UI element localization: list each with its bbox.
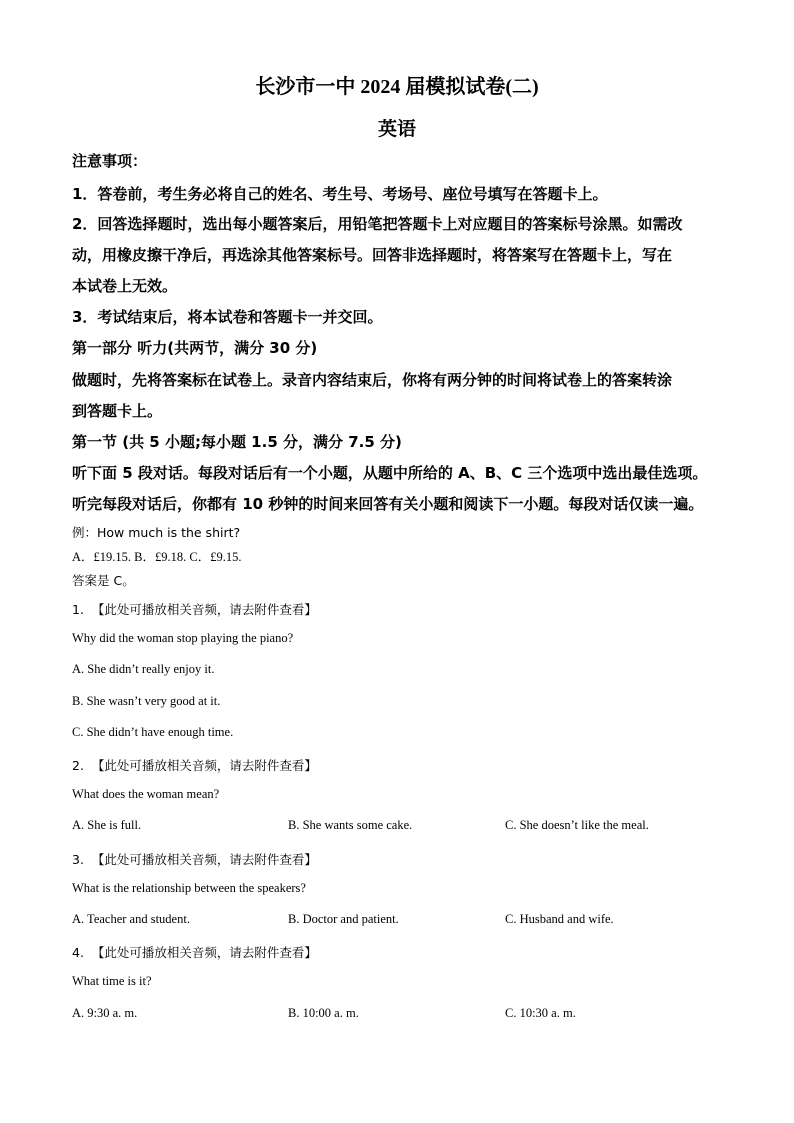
question-2-text: What does the woman mean?	[72, 787, 220, 801]
question-3-option-a: A. Teacher and student.	[72, 912, 190, 926]
question-2-option-c: C. She doesn’t like the meal.	[505, 818, 649, 832]
page-title: 长沙市一中 2024 届模拟试卷(二)	[255, 76, 539, 98]
audio-note: 【此处可播放相关音频，请去附件查看】	[91, 852, 317, 867]
audio-note: 【此处可播放相关音频，请去附件查看】	[91, 758, 317, 773]
part1-instructions-line-1: 做题时，先将答案标在试卷上。录音内容结束后，你将有两分钟的时间将试卷上的答案转涂	[72, 371, 673, 389]
audio-note: 【此处可播放相关音频，请去附件查看】	[91, 602, 317, 617]
question-number: 1.	[72, 602, 84, 617]
question-2-option-b: B. She wants some cake.	[288, 818, 413, 832]
question-1-option-c: C. She didn’t have enough time.	[72, 725, 234, 739]
question-number: 4.	[72, 945, 84, 960]
question-1-header	[72, 600, 317, 618]
question-number: 3.	[72, 852, 84, 867]
question-2-option-a: A. She is full.	[72, 818, 142, 832]
example-options: A．£19.15. B．£9.18. C．£9.15.	[72, 550, 242, 564]
question-3-header	[72, 850, 317, 868]
question-3-option-c: C. Husband and wife.	[505, 912, 614, 926]
question-2-header	[72, 756, 317, 774]
notice-item-2-line-2: 动，用橡皮擦干净后，再选涂其他答案标号。回答非选择题时，将答案写在答题卡上，写在	[72, 246, 673, 264]
question-1-option-a: A. She didn’t really enjoy it.	[72, 662, 215, 676]
example-answer: 答案是 C。	[72, 573, 135, 588]
notice-item-2-line-1: 2．回答选择题时，选出每小题答案后，用铅笔把答题卡上对应题目的答案标号涂黑。如需改	[72, 215, 683, 233]
notice-item-1: 1．答卷前，考生务必将自己的姓名、考生号、考场号、座位号填写在答题卡上。	[72, 185, 608, 203]
notice-item-2-line-3: 本试卷上无效。	[72, 277, 178, 295]
question-1-option-b: B. She wasn’t very good at it.	[72, 694, 221, 708]
audio-note: 【此处可播放相关音频，请去附件查看】	[91, 945, 317, 960]
section1-instructions-line-2: 听完每段对话后，你都有 10 秒钟的时间来回答有关小题和阅读下一小题。每段对话仅读一遍。	[72, 495, 704, 513]
notice-heading: 注意事项：	[72, 152, 148, 170]
question-3-text: What is the relationship between the speakers?	[72, 881, 306, 895]
subject-title: 英语	[377, 119, 416, 140]
question-4-text: What time is it?	[72, 974, 152, 988]
question-number: 2.	[72, 758, 84, 773]
question-4-option-b: B. 10:00 a. m.	[288, 1006, 359, 1020]
question-1-text: Why did the woman stop playing the piano?	[72, 631, 294, 645]
question-4-option-c: C. 10:30 a. m.	[505, 1006, 576, 1020]
notice-item-3: 3．考试结束后，将本试卷和答题卡一并交回。	[72, 308, 383, 326]
section1-heading: 第一节 (共 5 小题;每小题 1.5 分，满分 7.5 分)	[72, 433, 402, 451]
question-4-header	[72, 943, 317, 961]
question-3-option-b: B. Doctor and patient.	[288, 912, 399, 926]
part1-instructions-line-2: 到答题卡上。	[72, 402, 163, 420]
example-question: 例：How much is the shirt?	[72, 525, 241, 540]
question-4-option-a: A. 9:30 a. m.	[72, 1006, 138, 1020]
part1-heading: 第一部分 听力(共两节，满分 30 分)	[72, 339, 318, 357]
section1-instructions-line-1: 听下面 5 段对话。每段对话后有一个小题，从题中所给的 A、B、C 三个选项中选出最佳选项。	[72, 464, 708, 482]
